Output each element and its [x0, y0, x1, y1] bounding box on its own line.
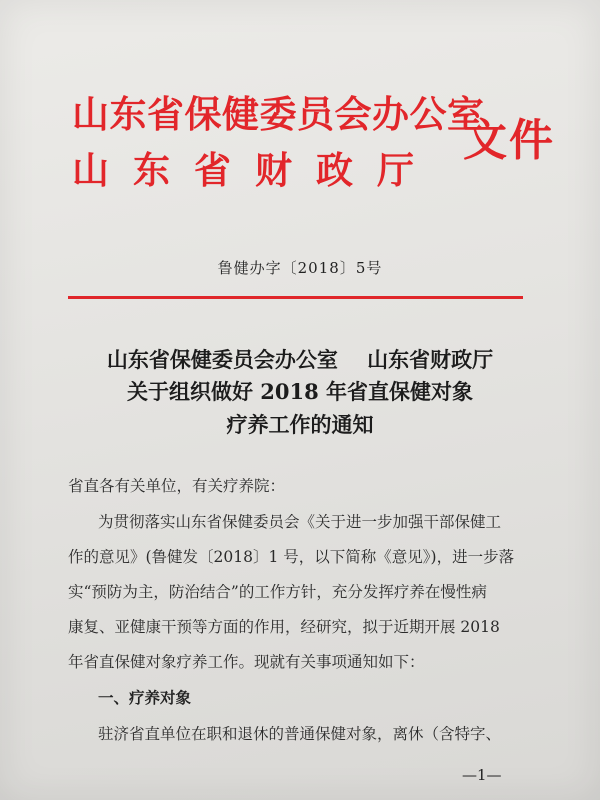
- paragraph-line: 作的意见》(鲁健发〔2018〕1 号，以下简称《意见》)，进一步落: [68, 548, 515, 566]
- paragraph-line: 实“预防为主，防治结合”的工作方针，充分发挥疗养在慢性病: [68, 583, 487, 601]
- masthead-issuer-1: 山东省保健委员会办公室: [72, 93, 485, 136]
- masthead-issuer-2: 山东省财政厅: [72, 149, 438, 192]
- document-number: 鲁健办字〔2018〕5号: [217, 259, 383, 277]
- title-line-2: 关于组织做好 2018 年省直保健对象: [126, 379, 474, 404]
- page-number: —1—: [462, 766, 502, 784]
- salutation: 省直各有关单位，有关疗养院：: [68, 477, 286, 495]
- paragraph-line: 康复、亚健康干预等方面的作用，经研究，拟于近期开展 2018: [68, 618, 500, 636]
- paragraph-line: 为贯彻落实山东省保健委员会《关于进一步加强干部保健工: [98, 513, 502, 531]
- section-heading: 一、疗养对象: [98, 689, 192, 707]
- paragraph-line: 年省直保健对象疗养工作。现就有关事项通知如下：: [68, 653, 425, 671]
- title-line-1: 山东省保健委员会办公室 山东省财政厅: [106, 347, 494, 372]
- red-divider-line: [68, 296, 523, 299]
- section-text: 驻济省直单位在职和退休的普通保健对象，离休（含特字、: [98, 725, 502, 743]
- title-line-3: 疗养工作的通知: [226, 412, 374, 437]
- masthead-document-word: 文件: [463, 115, 555, 166]
